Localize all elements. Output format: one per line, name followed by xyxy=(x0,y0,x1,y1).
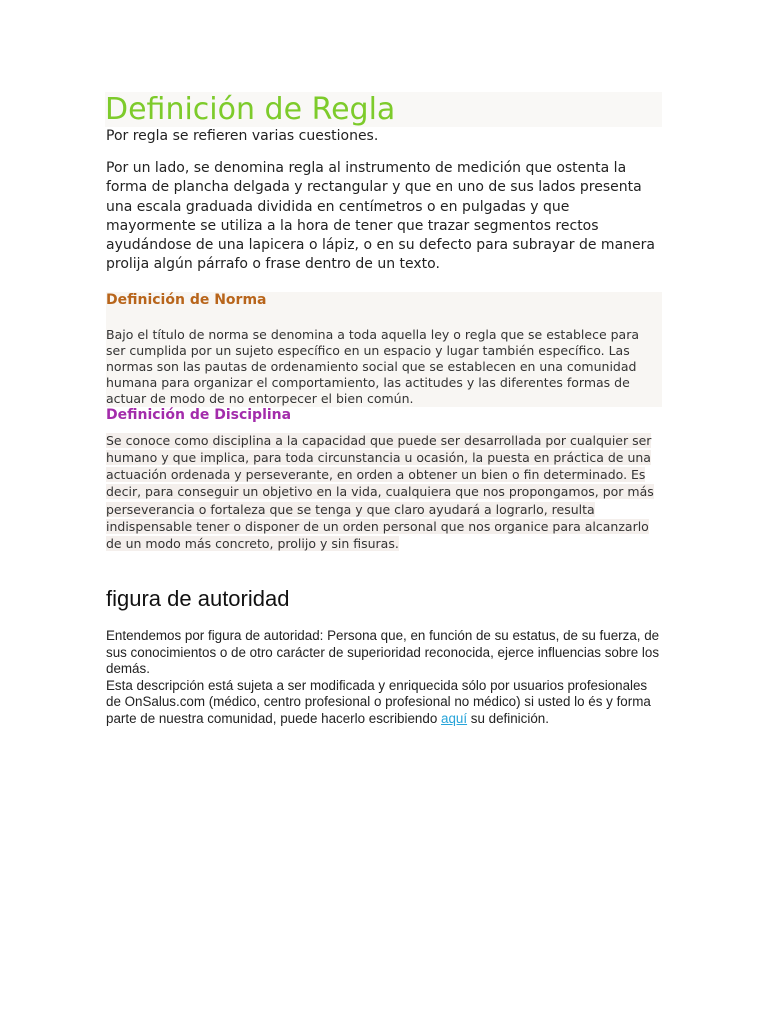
page-title: Definición de Regla xyxy=(105,92,396,127)
document-page xyxy=(106,92,662,727)
disciplina-text-content: Se conoce como disciplina a la capacidad que puede ser desarrollada por cualquier ser humano y que implica, para toda circunstancia u ocasión, la puesta en práctica de una actuación ordenada y perseverante, en orden a obtener un bien o fin determinado. Es decir, para conseguir un objetivo en la vida, cualquiera que nos propongamos, por más perseverancia o fortaleza que se tenga y que claro ayudará a lograrlo, resulta indispensable tener o disponer de un orden personal que nos organice para alcanzarlo de un modo más concreto, prolijo y sin fisuras. xyxy=(106,432,654,551)
disciplina-text xyxy=(106,432,662,552)
regla-paragraph: Por un lado, se denomina regla al instrumento de medición que ostenta la forma de plancha delgada y rectangular y que en uno de sus lados presenta una escala graduada dividida en centímetros o en pulgadas y que mayormente se utiliza a la hora de tener que trazar segmentos rectos ayudándose de una lapicera o lápiz, o en su defecto para subrayar de manera prolija algún párrafo o frase dentro de un texto. xyxy=(106,160,655,273)
autoridad-definition: Entendemos por figura de autoridad: Persona que, en función de su estatus, de su fuerza, de sus conocimientos o de otro carácter de superioridad reconocida, ejerce influencias sobre los demás. xyxy=(106,628,660,677)
autoridad-text xyxy=(106,628,662,727)
aqui-link[interactable]: aquí xyxy=(441,710,468,726)
norma-text: Bajo el título de norma se denomina a toda aquella ley o regla que se establece para ser cumplida por un sujeto específico en un espacio y lugar también específico. Las normas son las pautas de ordenamiento social que se establecen en una comunidad humana para organizar el comportamiento, las actitudes y las diferentes formas de actuar de modo de no entorpecer el bien común. xyxy=(106,326,640,406)
norma-section xyxy=(106,292,662,407)
title-highlight xyxy=(105,92,662,127)
autoridad-note-end: su definición. xyxy=(467,710,549,726)
disciplina-heading: Definición de Disciplina xyxy=(106,407,662,423)
autoridad-heading: figura de autoridad xyxy=(106,586,290,612)
autoridad-note: Esta descripción está sujeta a ser modificada y enriquecida sólo por usuarios profesionales de OnSalus.com (médico, centro profesional o profesional no médico) si usted lo és y forma parte de nuestra comunidad, puede hacerlo escribiendo xyxy=(106,677,651,726)
norma-heading: Definición de Norma xyxy=(106,291,267,308)
regla-subtitle: Por regla se refieren varias cuestiones. xyxy=(106,128,379,144)
